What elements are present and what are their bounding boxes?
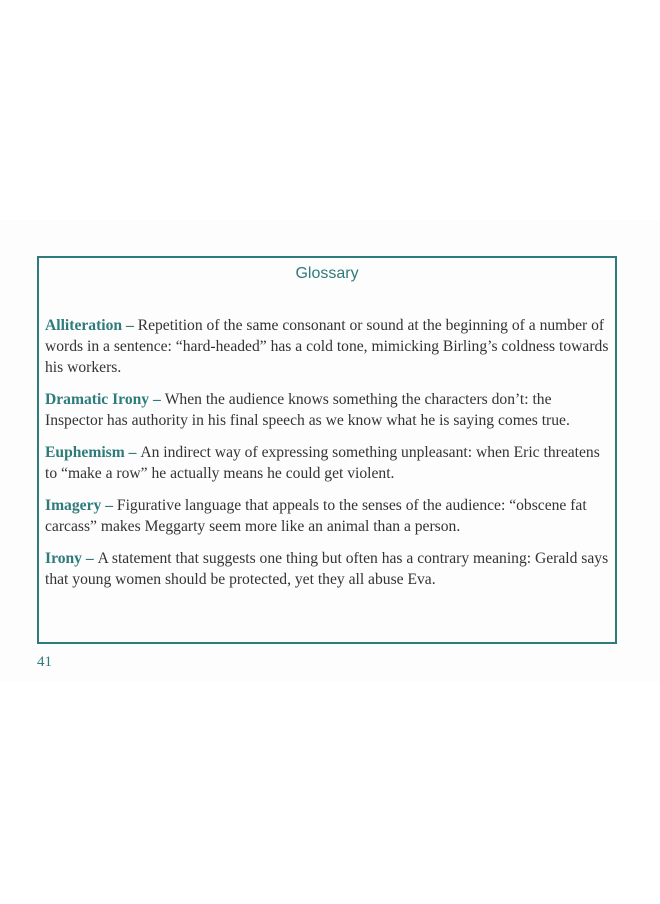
glossary-entry-irony: [45, 548, 611, 590]
glossary-entry-dramatic-irony: [45, 389, 611, 431]
page-number: 41: [37, 654, 52, 670]
glossary-entry-imagery: [45, 495, 611, 537]
glossary-title: Glossary: [295, 265, 359, 282]
entry-term: Irony –: [45, 550, 98, 567]
glossary-box: [37, 256, 617, 644]
entry-term: Imagery –: [45, 497, 117, 514]
entry-definition: Repetition of the same consonant or sound at the beginning of a number of words in a sentence: “hard-headed” has a cold tone, mimicking Birling’s coldness towards his workers.: [45, 317, 609, 376]
glossary-entries: [45, 315, 611, 601]
glossary-entry-euphemism: [45, 442, 611, 484]
entry-definition: A statement that suggests one thing but often has a contrary meaning: Gerald says that young women should be protected, yet they all abuse Eva.: [45, 550, 609, 588]
entry-term: Dramatic Irony –: [45, 391, 165, 408]
entry-term: Alliteration –: [45, 317, 138, 334]
entry-definition: Figurative language that appeals to the senses of the audience: “obscene fat carcass” makes Meggarty seem more like an animal than a person.: [45, 497, 587, 535]
entry-definition: When the audience knows something the characters don’t: the Inspector has authority in his final speech as we know what he is saying comes true.: [45, 391, 570, 429]
entry-term: Euphemism –: [45, 444, 141, 461]
entry-definition: An indirect way of expressing something unpleasant: when Eric threatens to “make a row” he actually means he could get violent.: [45, 444, 600, 482]
glossary-entry-alliteration: [45, 315, 611, 378]
